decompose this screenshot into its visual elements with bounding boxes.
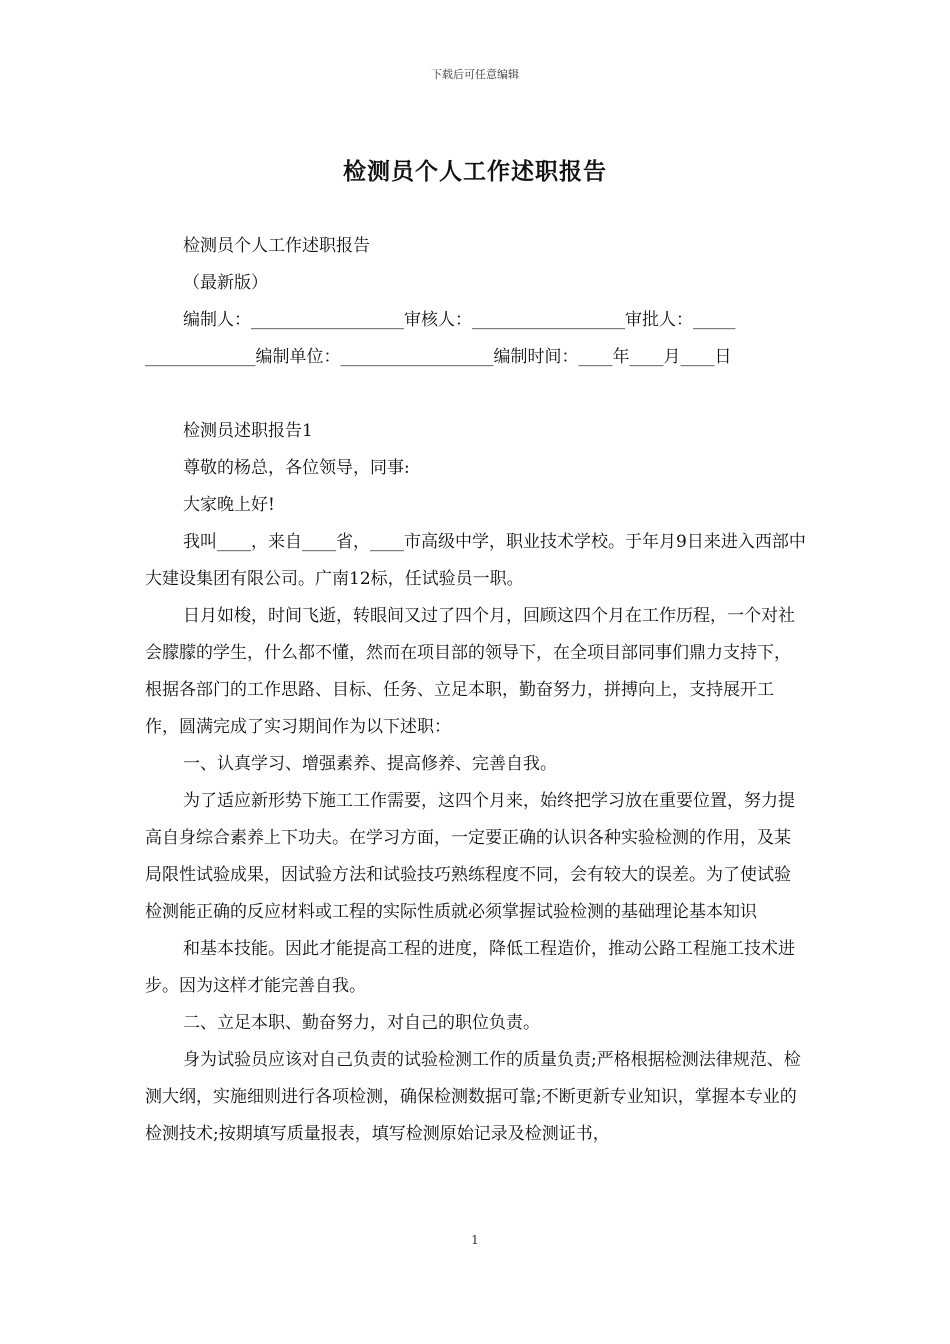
paragraph: 为了适应新形势下施工工作需要，这四个月来，始终把学习放在重要位置，努力提高自身综合素养上下功夫。在学习方面，一定要正确的认识各种实验检测的作用，及某局限性试验成果，因试验方法和试验技巧熟练程度不同，会有较大的误差。为了使试验检测能正确的反应材料或工程的实际性质就必须掌握试验检测的基础理论基本知识 xyxy=(145,791,795,922)
signature-line-1: 编制人：__________________审核人：__________________审批人：_____ xyxy=(183,310,736,330)
version-line: （最新版） xyxy=(183,273,268,293)
subheading: 一、认真学习、增强素养、提高修养、完善自我。 xyxy=(183,754,557,774)
subtitle-line: 检测员个人工作述职报告 xyxy=(183,236,370,256)
header-note: 下载后可任意编辑 xyxy=(431,68,519,81)
paragraph: 身为试验员应该对自己负责的试验检测工作的质量负责;严格根据检测法律规范、检测大纲，实施细则进行各项检测，确保检测数据可靠;不断更新专业知识，掌握本专业的检测技术;按期填写质量报表，填写检测原始记录及检测证书， xyxy=(145,1050,801,1144)
document-title: 检测员个人工作述职报告 xyxy=(343,158,607,185)
document-body xyxy=(145,228,807,1153)
paragraph: 我叫____，来自____省，____市高级中学，职业技术学校。于年月9日来进入西部中大建设集团有限公司。广南12标，任试验员一职。 xyxy=(145,532,806,589)
subheading: 二、立足本职、勤奋努力，对自己的职位负责。 xyxy=(183,1013,540,1033)
paragraph: 和基本技能。因此才能提高工程的进度，降低工程造价，推动公路工程施工技术进步。因为这样才能完善自我。 xyxy=(145,939,795,996)
page-number: 1 xyxy=(471,1233,479,1247)
salutation: 尊敬的杨总，各位领导，同事: xyxy=(183,458,410,478)
greeting: 大家晚上好! xyxy=(183,495,275,515)
paragraph: 日月如梭，时间飞逝，转眼间又过了四个月，回顾这四个月在工作历程，一个对社会朦朦的学生，什么都不懂，然而在项目部的领导下，在全项目部同事们鼎力支持下，根据各部门的工作思路、目标、任务、立足本职，勤奋努力，拼搏向上，支持展开工作，圆满完成了实习期间作为以下述职： xyxy=(145,606,795,737)
section-heading: 检测员述职报告1 xyxy=(183,421,313,441)
signature-line-2: _____________编制单位：__________________编制时间：____年____月____日 xyxy=(145,347,732,367)
